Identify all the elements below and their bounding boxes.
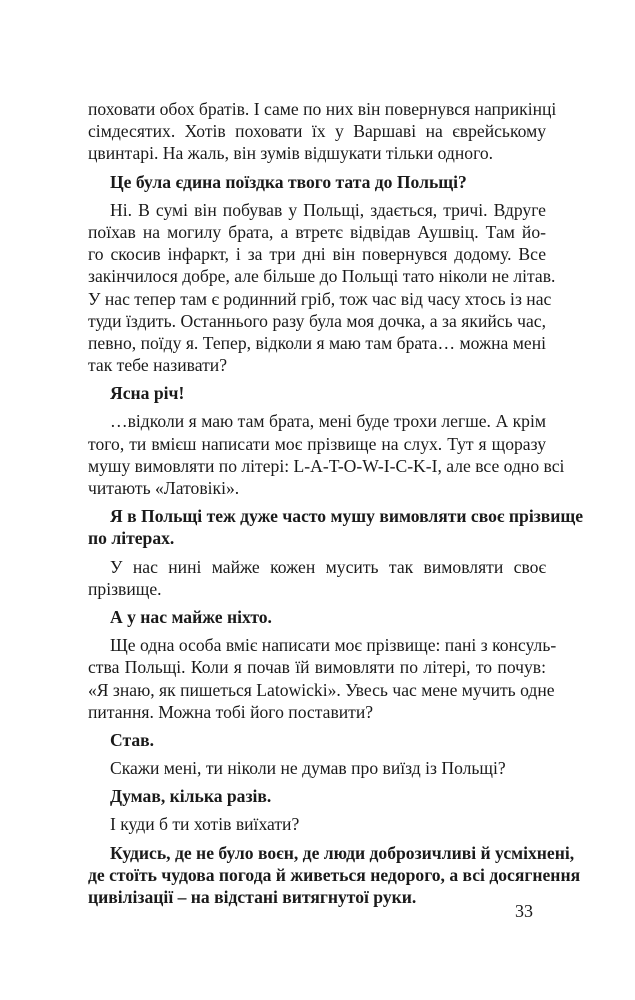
text-line: …відколи я маю там брата, мені буде трохи легше. А крім: [110, 411, 546, 432]
text-line: Скажи мені, ти ніколи не думав про виїзд із Польщі?: [110, 758, 506, 779]
text-line: певно, поїду я. Тепер, відколи я маю там брата… можна мені: [88, 332, 546, 353]
question-line: Ясна річ!: [110, 383, 185, 404]
page-number: 33: [515, 901, 533, 921]
question-line: Став.: [110, 729, 155, 750]
text-line: У нас тепер там є родинний гріб, тож час від часу хтось із нас: [88, 288, 552, 309]
text-line: прізвище.: [88, 578, 162, 599]
text-line: читають «Латовікі».: [88, 478, 240, 498]
page-body-text: [88, 98, 584, 908]
text-line: ства Польщі. Коли я почав їй вимовляти по літері, то почув:: [88, 657, 546, 678]
text-line: «Я знаю, як пишеться Latowicki». Увесь час мене мучить одне: [88, 679, 555, 700]
question-line: Це була єдина поїздка твого тата до Польщі?: [110, 171, 467, 192]
text-line: го скосив інфаркт, і за три дні він повернувся додому. Все: [88, 244, 546, 265]
text-line: туди їздить. Останнього разу була моя дочка, а за якийсь час,: [88, 310, 546, 331]
text-line: закінчилося добре, але більше до Польщі тато ніколи не літав.: [88, 266, 556, 287]
question-line: де стоїть чудова погода й живеться недорого, а всі досягнення: [88, 864, 581, 885]
text-line: У нас нині майже кожен мусить так вимовляти своє: [110, 556, 546, 577]
text-line: так тебе називати?: [88, 355, 228, 376]
text-line: мушу вимовляти по літері: L-A-T-O-W-I-C-K-I, але все одно всі: [88, 455, 565, 476]
text-line: питання. Можна тобі його поставити?: [88, 701, 374, 722]
question-line: по літерах.: [88, 528, 175, 549]
question-line: Я в Польщі теж дуже часто мушу вимовляти своє прізвище: [110, 506, 584, 527]
text-line: сімдесятих. Хотів поховати їх у Варшаві на єврейському: [88, 121, 546, 142]
text-line: поїхав на могилу брата, а втретє відвідав Аушвіц. Там йо-: [88, 221, 546, 242]
text-line: поховати обох братів. І саме по них він повернувся наприкінці: [88, 99, 557, 119]
question-line: А у нас майже ніхто.: [110, 606, 272, 627]
text-line: І куди б ти хотів виїхати?: [110, 814, 300, 835]
question-line: Думав, кілька разів.: [110, 786, 272, 807]
text-line: цвинтарі. На жаль, він зумів відшукати тільки одного.: [88, 143, 494, 164]
question-line: цивілізації – на відстані витягнутої руки.: [88, 887, 417, 907]
text-line: того, ти вмієш написати моє прізвище на слух. Тут я щоразу: [88, 433, 546, 454]
question-line: Кудись, де не було воєн, де люди доброзичливі й усміхнені,: [110, 842, 575, 863]
text-line: Ще одна особа вміє написати моє прізвище: пані з консуль-: [110, 635, 557, 656]
text-line: Ні. В сумі він побував у Польщі, здається, тричі. Вдруге: [110, 199, 546, 220]
